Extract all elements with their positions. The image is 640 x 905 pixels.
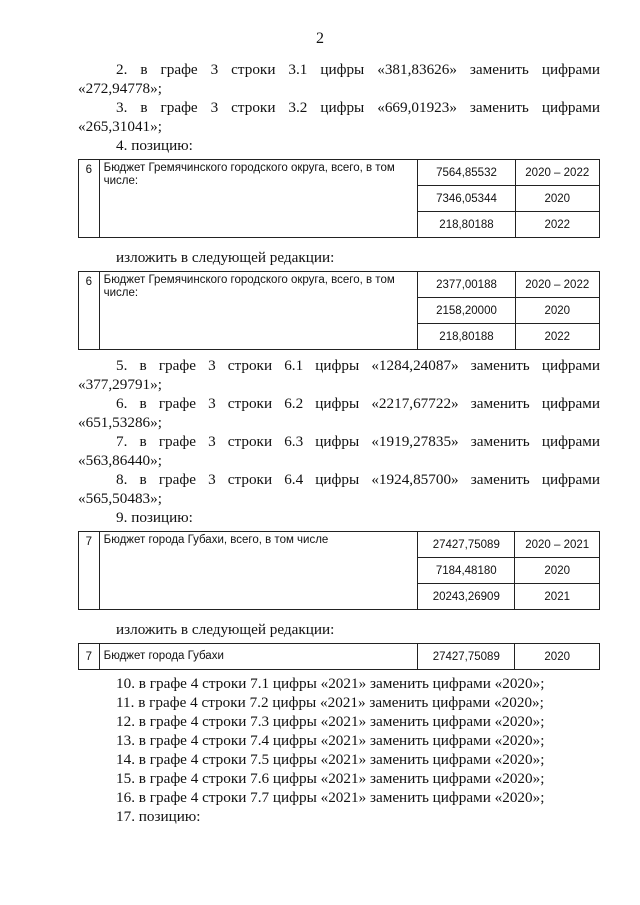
period-cell: 2020 – 2022 bbox=[515, 272, 599, 298]
amount-cell: 218,80188 bbox=[418, 212, 515, 238]
list-item: 5. в графе 3 строки 6.1 цифры «1284,24087» заменить цифрами «377,29791»; bbox=[78, 357, 600, 393]
period-cell: 2020 bbox=[515, 558, 600, 584]
period-cell: 2020 – 2022 bbox=[515, 160, 599, 186]
budget-name: Бюджет города Губахи, всего, в том числе bbox=[99, 532, 417, 610]
budget-name: Бюджет Гремячинского городского округа, всего, в том числе: bbox=[99, 160, 418, 238]
amount-cell: 2377,00188 bbox=[418, 272, 515, 298]
row-number: 6 bbox=[79, 160, 100, 238]
amount-cell: 20243,26909 bbox=[418, 584, 515, 610]
period-cell: 2022 bbox=[515, 212, 599, 238]
redaction-label: изложить в следующей редакции: bbox=[116, 621, 335, 638]
period-cell: 2020 bbox=[515, 644, 600, 670]
budget-name: Бюджет Гремячинского городского округа, всего, в том числе: bbox=[99, 272, 418, 350]
list-item: 17. позицию: bbox=[116, 808, 201, 825]
amount-cell: 218,80188 bbox=[418, 324, 515, 350]
budget-name: Бюджет города Губахи bbox=[99, 644, 417, 670]
list-item: 15. в графе 4 строки 7.6 цифры «2021» заменить цифрами «2020»; bbox=[116, 770, 545, 787]
amount-cell: 7564,85532 bbox=[418, 160, 515, 186]
period-cell: 2020 bbox=[515, 186, 599, 212]
list-item: 8. в графе 3 строки 6.4 цифры «1924,85700» заменить цифрами «565,50483»; bbox=[78, 471, 600, 507]
amount-cell: 27427,75089 bbox=[418, 644, 515, 670]
table-position-7-old bbox=[78, 531, 600, 610]
row-number: 7 bbox=[79, 644, 100, 670]
table-position-7-new bbox=[78, 643, 600, 670]
list-item: 3. в графе 3 строки 3.2 цифры «669,01923» заменить цифрами «265,31041»; bbox=[78, 99, 600, 135]
list-item: 6. в графе 3 строки 6.2 цифры «2217,67722» заменить цифрами «651,53286»; bbox=[78, 395, 600, 431]
period-cell: 2021 bbox=[515, 584, 600, 610]
list-item: 12. в графе 4 строки 7.3 цифры «2021» заменить цифрами «2020»; bbox=[116, 713, 545, 730]
row-number: 6 bbox=[79, 272, 100, 350]
list-item: 9. позицию: bbox=[116, 509, 193, 526]
period-cell: 2020 – 2021 bbox=[515, 532, 600, 558]
list-item: 7. в графе 3 строки 6.3 цифры «1919,27835» заменить цифрами «563,86440»; bbox=[78, 433, 600, 469]
list-item: 14. в графе 4 строки 7.5 цифры «2021» заменить цифрами «2020»; bbox=[116, 751, 545, 768]
list-item: 16. в графе 4 строки 7.7 цифры «2021» заменить цифрами «2020»; bbox=[116, 789, 545, 806]
document-body bbox=[78, 60, 600, 826]
row-number: 7 bbox=[79, 532, 100, 610]
period-cell: 2020 bbox=[515, 298, 599, 324]
page-number: 2 bbox=[316, 30, 324, 47]
list-item: 10. в графе 4 строки 7.1 цифры «2021» заменить цифрами «2020»; bbox=[116, 675, 545, 692]
table-position-6-old bbox=[78, 159, 600, 238]
period-cell: 2022 bbox=[515, 324, 599, 350]
amount-cell: 7184,48180 bbox=[418, 558, 515, 584]
list-item: 13. в графе 4 строки 7.4 цифры «2021» заменить цифрами «2020»; bbox=[116, 732, 545, 749]
amount-cell: 27427,75089 bbox=[418, 532, 515, 558]
list-item: 2. в графе 3 строки 3.1 цифры «381,83626» заменить цифрами «272,94778»; bbox=[78, 61, 600, 97]
amount-cell: 7346,05344 bbox=[418, 186, 515, 212]
list-item: 11. в графе 4 строки 7.2 цифры «2021» заменить цифрами «2020»; bbox=[116, 694, 544, 711]
table-position-6-new bbox=[78, 271, 600, 350]
redaction-label: изложить в следующей редакции: bbox=[116, 249, 335, 266]
amount-cell: 2158,20000 bbox=[418, 298, 515, 324]
list-item: 4. позицию: bbox=[116, 137, 193, 154]
